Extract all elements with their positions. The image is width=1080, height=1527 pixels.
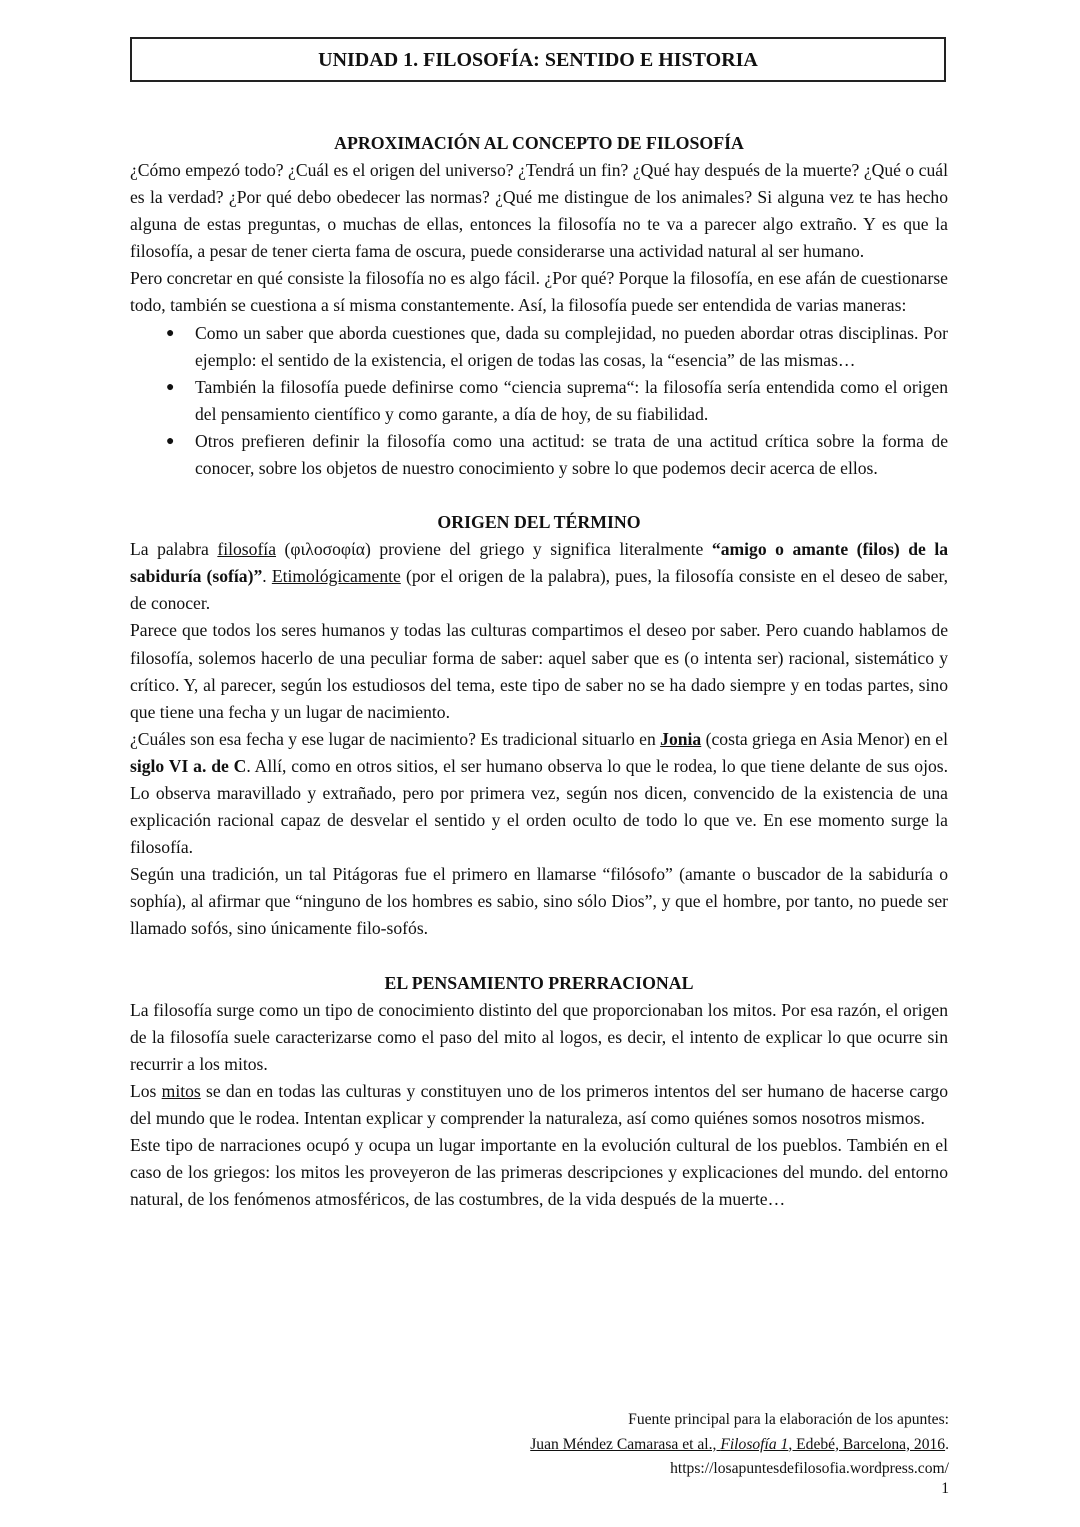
citation-author: Juan Méndez Camarasa et al., [530,1435,721,1453]
bullet-icon: ● [166,379,175,395]
unit-title-box [130,37,946,82]
document-body [130,130,948,1213]
bullet-icon: ● [166,325,175,341]
definition-bold: “amigo o amante (filos) de la sabiduría (sofía)” [130,539,948,587]
bullet-icon: ● [166,433,175,449]
paragraph [130,536,948,617]
list-item-text: Como un saber que aborda cuestiones que, dada su complejidad, no pueden abordar otras disciplinas. Por ejemplo: el sentido de la existencia, el origen de todas las cosas, la “esencia” de las mismas… [195,322,948,370]
term-mitos: mitos [161,1080,201,1101]
list-item [130,374,948,428]
term-filosofia: filosofía [217,539,277,560]
bullet-list [130,320,948,483]
text-run: (φιλοσοφία) proviene del griego y significa literalmente [276,539,712,560]
unit-title: UNIDAD 1. FILOSOFÍA: SENTIDO E HISTORIA [318,49,758,71]
term-siglo: siglo VI a. de C [130,755,247,776]
footer-url-link[interactable]: https://losapuntesdefilosofia.wordpress.com/ [670,1460,949,1477]
paragraph: Según una tradición, un tal Pitágoras fue el primero en llamarse “filósofo” (amante o buscador de la sabiduría o sophía), al afirmar que “ninguno de los hombres es sabio, sino sólo Dios”, y que el hombre, por tanto, no puede ser llamado sofós, sino únicamente filo-sofós. [130,864,948,939]
text-run: . [945,1435,949,1453]
list-item [130,428,948,482]
section-heading-origen: ORIGEN DEL TÉRMINO [437,512,641,533]
section-heading-concepto: APROXIMACIÓN AL CONCEPTO DE FILOSOFÍA [334,133,744,153]
page-number: 1 [941,1480,949,1497]
paragraph: Este tipo de narraciones ocupó y ocupa un lugar importante en la evolución cultural de los pueblos. También en el caso de los griegos: los mitos les proveyeron de las primeras descripciones y explicaciones del mundo. del entorno natural, de los fenómenos atmosféricos, de las costumbres, de la vida después de la muerte… [130,1135,948,1210]
paragraph [130,1078,948,1132]
text-run: ¿Cuáles son esa fecha y ese lugar de nacimiento? Es tradicional situarlo en [130,728,661,749]
text-run: . [262,566,272,587]
paragraph [130,726,948,861]
source-footer [530,1408,949,1482]
term-jonia: Jonia [660,728,702,749]
paragraph: La filosofía surge como un tipo de conocimiento distinto del que proporcionaban los mitos. Por esa razón, el origen de la filosofía suele caracterizarse como el paso del mito al logos, es decir, el intento de explicar lo que ocurre sin recurrir a los mitos. [130,999,948,1074]
paragraph: ¿Cómo empezó todo? ¿Cuál es el origen del universo? ¿Tendrá un fin? ¿Qué hay después de la muerte? ¿Qué o cuál es la verdad? ¿Por qué debo obedecer las normas? ¿Qué me distingue de los animales? Si alguna vez te has hecho alguna de estas preguntas, o muchas de ellas, entonces la filosofía no te va a parecer algo extraño. Y es que la filosofía, a pesar de tener cierta fama de oscura, puede considerarse una actividad natural al ser humano. [130,160,948,262]
list-item [130,320,948,374]
paragraph: Pero concretar en qué consiste la filosofía no es algo fácil. ¿Por qué? Porque la filosofía, en ese afán de cuestionarse todo, también se cuestiona a sí misma constantemente. Así, la filosofía puede ser entendida de varias maneras: [130,268,948,316]
text-run: Los [130,1080,162,1101]
text-run: . Allí, como en otros sitios, el ser humano observa lo que le rodea, lo que tiene delante de sus ojos. Lo observa maravillado y extrañado, pero por primera vez, según nos dicen, convencido de la existencia de una explicación racional capaz de desvelar el sentido y el orden oculto de todo lo que ve. En ese momento surge la filosofía. [130,755,948,858]
text-run: se dan en todas las culturas y constituyen uno de los primeros intentos del ser humano de hacerse cargo del mundo que le rodea. Intentan explicar y comprender la naturaleza, así como quiénes somos nosotros mismos. [130,1080,948,1128]
text-run: (por el origen de la palabra), pues, la filosofía consiste en el deseo de saber, de conocer. [130,566,949,614]
section-heading-prerracional: EL PENSAMIENTO PRERRACIONAL [384,972,694,993]
citation-publisher: , Edebé, Barcelona, 2016 [788,1435,946,1453]
footer-source-label: Fuente principal para la elaboración de los apuntes: [628,1411,949,1428]
list-item-text: También la filosofía puede definirse como “ciencia suprema“: la filosofía sería entendida como el origen del pensamiento científico y como garante, a día de hoy, de su fiabilidad. [195,376,948,424]
text-run: (costa griega en Asia Menor) en el [701,728,948,749]
citation-title: Filosofía 1 [720,1435,789,1453]
footer-citation [530,1433,949,1458]
term-etimologicamente: Etimológicamente [271,566,401,587]
paragraph: Parece que todos los seres humanos y todas las culturas compartimos el deseo por saber. Pero cuando hablamos de filosofía, solemos hacerlo de una peculiar forma de saber: aquel saber que es (o intenta ser) racional, sistemático y crítico. Y, al parecer, según los estudiosos del tema, este tipo de saber no se ha dado siempre y en todas partes, sino que tiene una fecha y un lugar de nacimiento. [130,620,948,722]
text-run: La palabra [130,539,218,560]
list-item-text: Otros prefieren definir la filosofía como una actitud: se trata de una actitud crítica sobre la forma de conocer, sobre los objetos de nuestro conocimiento y sobre lo que podemos decir acerca de ellos. [195,430,948,479]
